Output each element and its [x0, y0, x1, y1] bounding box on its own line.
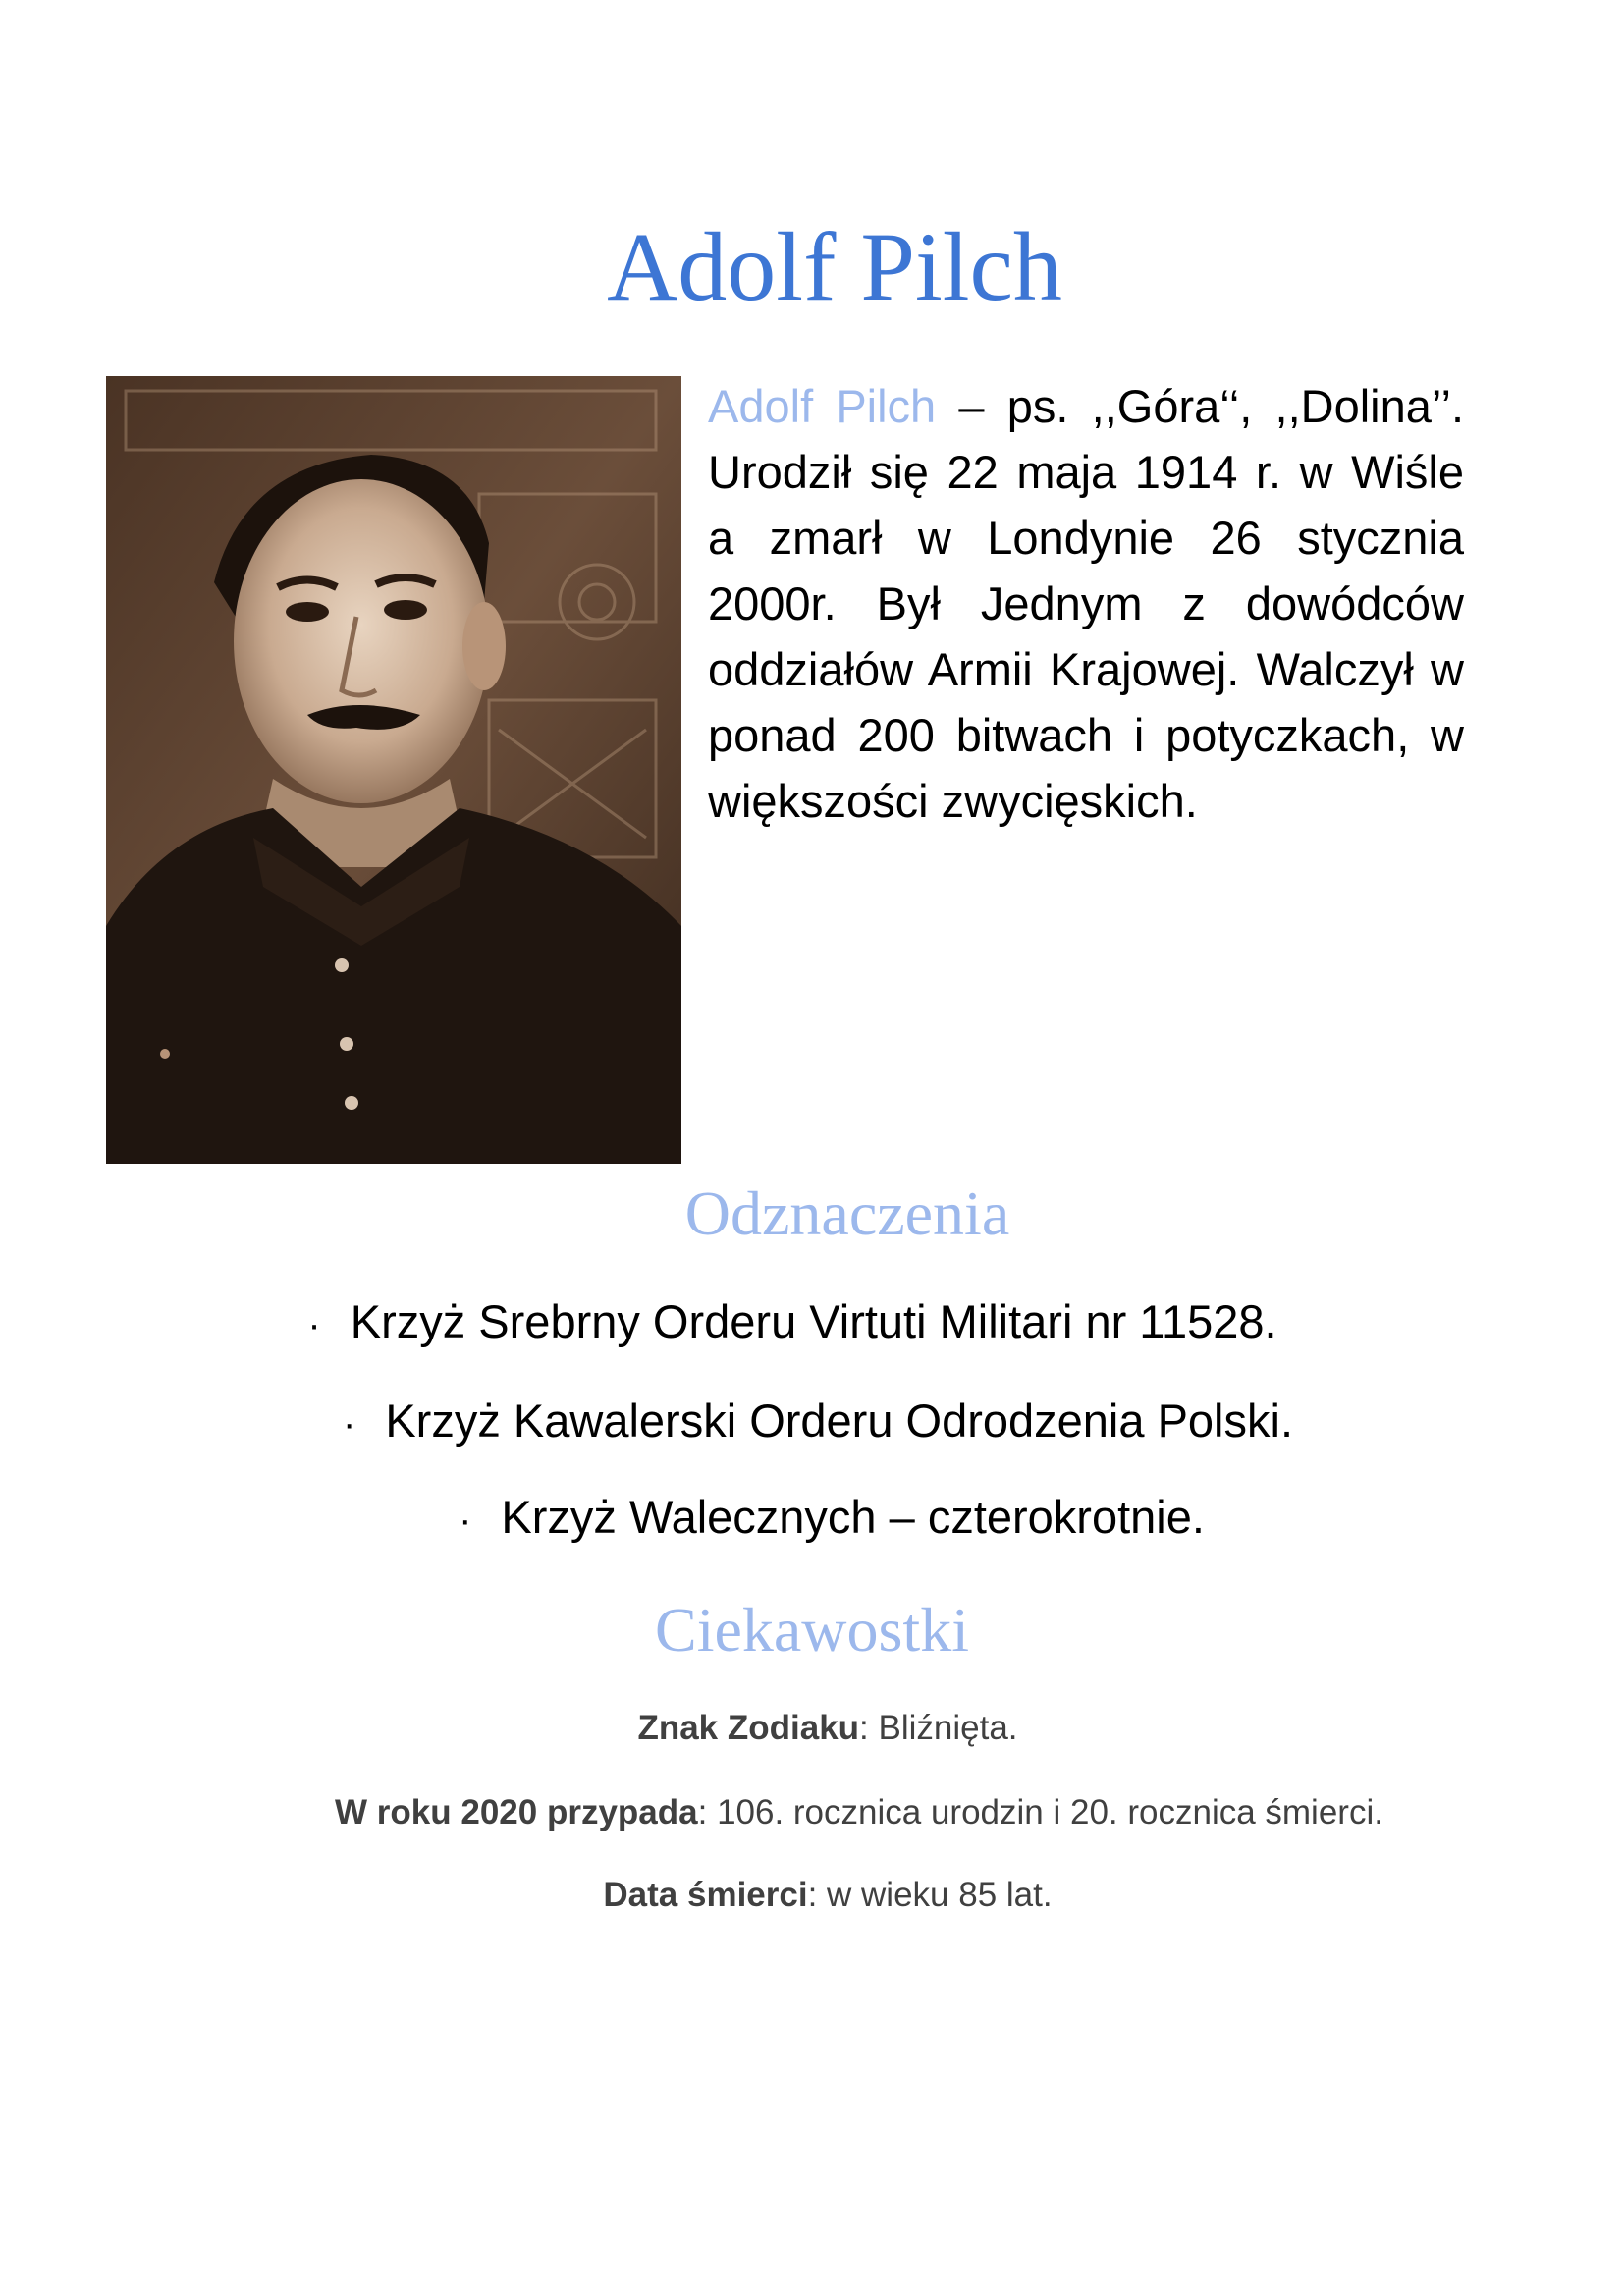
trivia-item-anniversary: W roku 2020 przypada: 106. rocznica urodzin i 20. rocznica śmierci.	[335, 1793, 1383, 1831]
portrait-photo	[106, 376, 681, 1164]
intro-text: – ps. ,,Góra‘‘, ,,Dolina’’. Urodził się 22 maja 1914 r. w Wiśle a zmarł w Londynie 26 stycznia 2000r. Był Jednym z dowódców oddziałów Armii Krajowej. Walczył w ponad 200 bitwach i potyczkach, w większości zwycięskich.	[708, 380, 1464, 827]
award-item: · Krzyż Kawalerski Orderu Odrodzenia Polski.	[6, 1392, 1624, 1453]
trivia-item-zodiac: Znak Zodiaku: Bliźnięta.	[637, 1709, 1018, 1747]
awards-heading: Odznaczenia	[684, 1178, 1010, 1248]
bullet: ·	[343, 1402, 356, 1446]
page-title: Adolf Pilch	[607, 212, 1062, 321]
bullet: ·	[459, 1499, 472, 1542]
trivia-item-death-age: Data śmierci: w wieku 85 lat.	[603, 1876, 1053, 1914]
intro-name: Adolf Pilch	[708, 380, 937, 432]
intro-paragraph	[708, 373, 1464, 834]
bullet: ·	[307, 1303, 321, 1346]
trivia-heading: Ciekawostki	[655, 1595, 969, 1665]
award-item: · Krzyż Walecznych – czterokrotnie.	[20, 1488, 1624, 1550]
award-item: · Krzyż Srebrny Orderu Virtuti Militari nr 11528.	[0, 1292, 1604, 1354]
